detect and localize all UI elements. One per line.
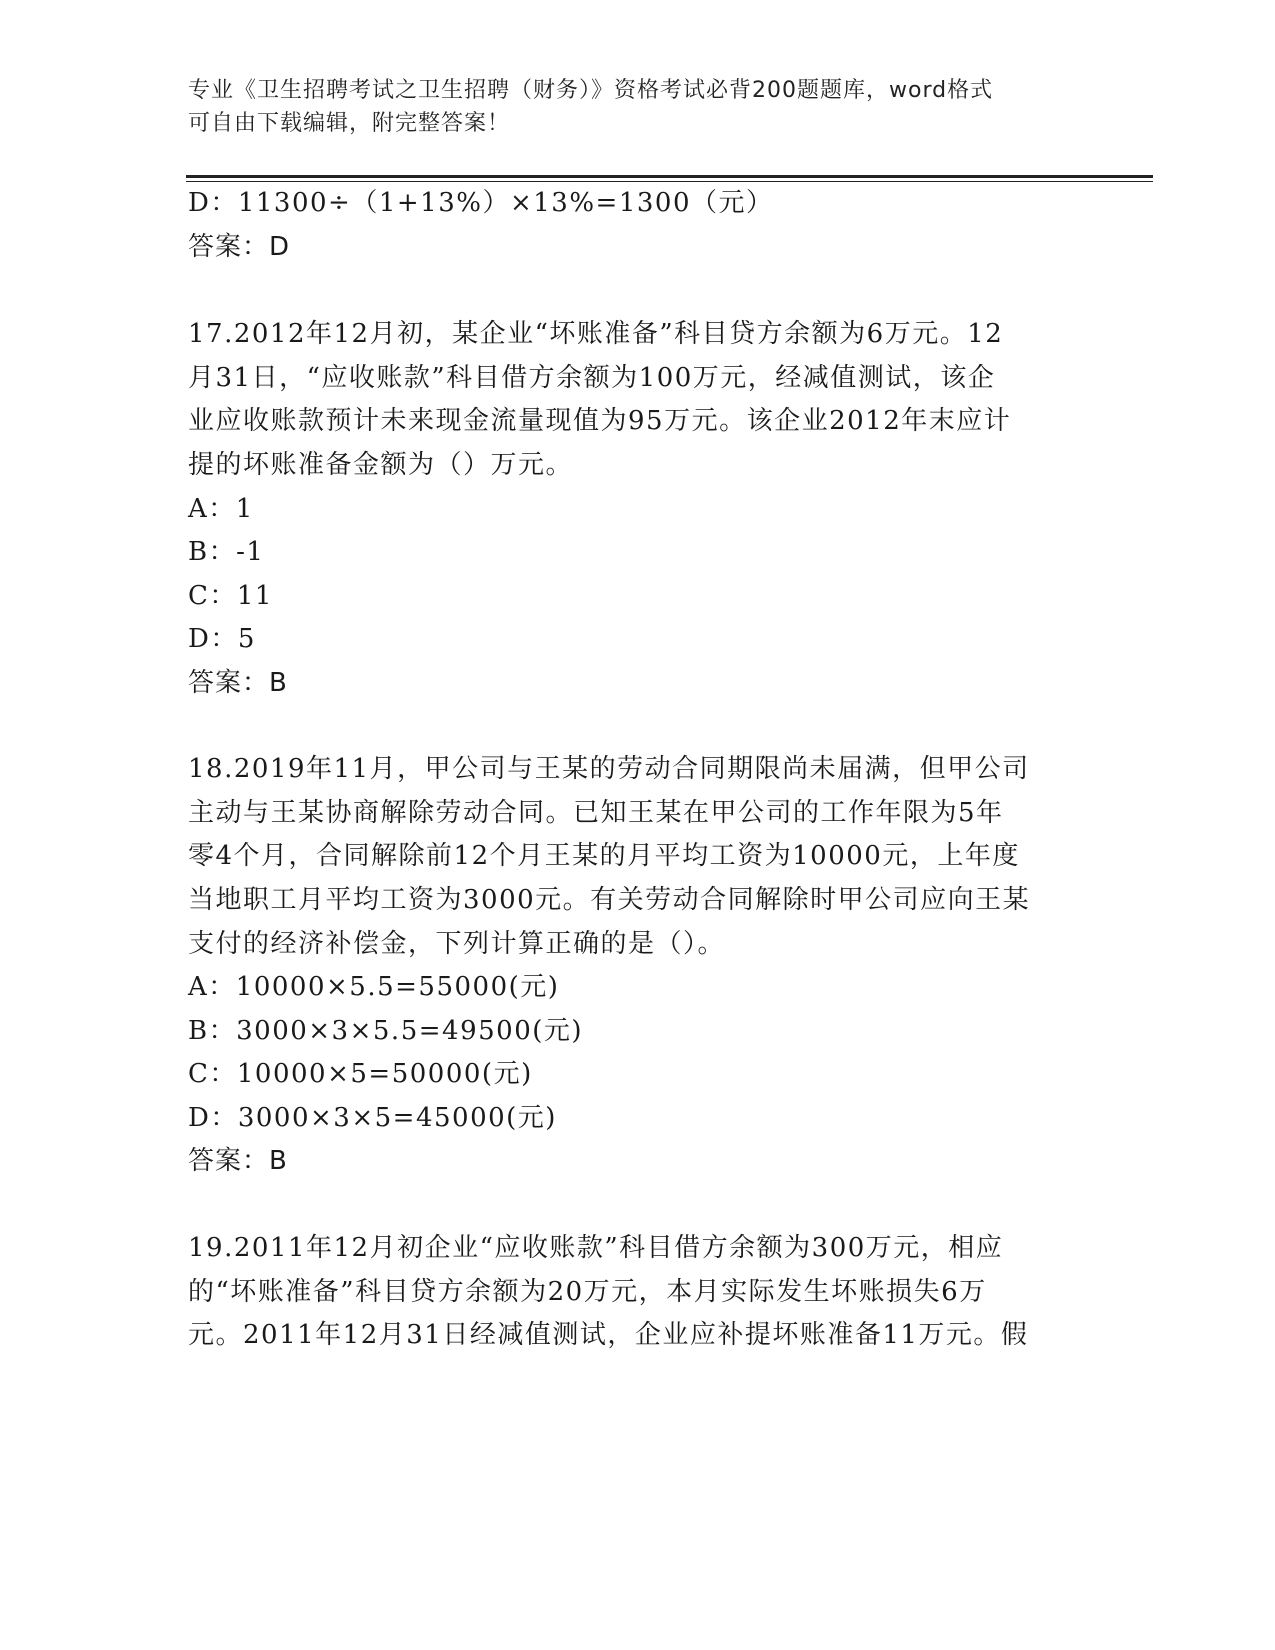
- q18-stem-line-4: 当地职工月平均工资为3000元。有关劳动合同解除时甲公司应向王某: [188, 885, 1031, 915]
- q17-stem-line-2: 月31日，“应收账款”科目借方余额为100万元，经减值测试，该企: [188, 363, 996, 393]
- q17-option-b: B：-1: [188, 537, 265, 567]
- q18-stem-line-3: 零4个月，合同解除前12个月王某的月平均工资为10000元，上年度: [188, 841, 1020, 871]
- q19-stem-line-3: 元。2011年12月31日经减值测试，企业应补提坏账准备11万元。假: [188, 1320, 1029, 1350]
- q17-stem-line-1: 17.2012年12月初，某企业“坏账准备”科目贷方余额为6万元。12: [188, 319, 1004, 349]
- q18-option-b: B：3000×3×5.5=49500(元): [188, 1016, 584, 1046]
- q18-option-c: C：10000×5=50000(元): [188, 1059, 533, 1089]
- q17-option-a: A：1: [188, 494, 254, 524]
- q17-answer: 答案：B: [188, 668, 288, 698]
- q18-answer: 答案：B: [188, 1146, 288, 1176]
- q19-stem-line-1: 19.2011年12月初企业“应收账款”科目借方余额为300万元，相应: [188, 1233, 1004, 1263]
- q17-option-c: C：11: [188, 581, 273, 611]
- header-divider-thick: [186, 175, 1153, 178]
- q17-stem-line-3: 业应收账款预计未来现金流量现值为95万元。该企业2012年末应计: [188, 406, 1012, 436]
- q18-stem-line-5: 支付的经济补偿金，下列计算正确的是（）。: [188, 929, 726, 959]
- q17-option-d: D：5: [188, 624, 256, 654]
- q18-option-d: D：3000×3×5=45000(元): [188, 1103, 557, 1133]
- q17-stem-line-4: 提的坏账准备金额为（）万元。: [188, 450, 574, 480]
- q18-option-a: A：10000×5.5=55000(元): [188, 972, 560, 1002]
- q19-stem-line-2: 的“坏账准备”科目贷方余额为20万元，本月实际发生坏账损失6万: [188, 1277, 987, 1307]
- q18-stem-line-1: 18.2019年11月，甲公司与王某的劳动合同期限尚未届满，但甲公司: [188, 754, 1030, 784]
- q16-option-d: D：11300÷（1+13%）×13%=1300（元）: [188, 188, 774, 218]
- document-header: [188, 74, 1088, 140]
- header-divider-thin: [186, 181, 1153, 182]
- q16-answer: 答案：D: [188, 232, 291, 262]
- header-title-line-1: 专业《卫生招聘考试之卫生招聘（财务）》资格考试必背200题题库，word格式: [188, 78, 994, 103]
- q18-stem-line-2: 主动与王某协商解除劳动合同。已知王某在甲公司的工作年限为5年: [188, 798, 1004, 828]
- header-title-line-2: 可自由下载编辑，附完整答案！: [188, 111, 511, 136]
